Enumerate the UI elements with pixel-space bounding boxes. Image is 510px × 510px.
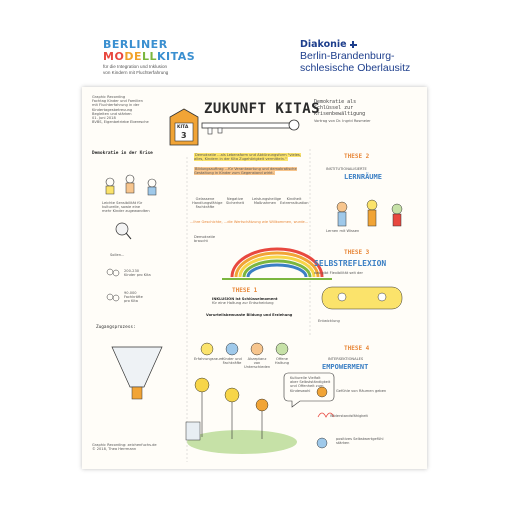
subtitle-line: Demokratie als — [314, 99, 357, 105]
rooms-line: 90.000 — [124, 291, 137, 295]
subtitle-line: Krisenbewältigung — [314, 111, 366, 117]
left-notes — [102, 201, 172, 214]
info-line: BVBS, Eigenbetriebe Eberesche — [92, 120, 149, 125]
these4-note: positives Selbstwertgefühl stärken — [336, 437, 384, 446]
these2-title: LERNRÄUME — [344, 173, 382, 181]
these3-figures-icon — [322, 287, 402, 309]
these3-title: SELBSTREFLEXION — [314, 259, 387, 268]
these1-icon-label: Erfahrungsraum — [194, 357, 224, 361]
credit — [92, 443, 182, 451]
these4-heading: THESE 4 — [344, 345, 370, 352]
left-note: Leichte Sensibilität für — [102, 201, 143, 205]
icon-label: Gelassene Handlungsfähige Fachkräfte — [192, 197, 223, 210]
orange-note: ...Ihre Geschichte, ...die Wertschätzung wie Willkommen, wurde... — [190, 220, 309, 224]
rainbow-label-line: braucht — [194, 239, 208, 244]
definition-text: Demokratie ...als Lebensform und Abkürzungsform "vieles, alles, Kindern in der Kita Zugehörigkeit vermitteln." — [194, 153, 301, 162]
logo-part-4: KITAS — [157, 50, 196, 63]
diakonie-logo — [300, 39, 460, 74]
icon-label: Kindheit Extremsituation — [280, 197, 309, 206]
definition-education — [194, 167, 306, 175]
info-line: Graphic Recording — [92, 95, 126, 99]
rainbow-label — [194, 235, 215, 243]
these1-note: Vorurteilsbewusste Bildung und Erziehung — [206, 313, 293, 317]
bubble-line: Kindeswohl — [290, 388, 311, 393]
definition-text: Bildungsauftrag ...für Verantwortung und demokratische Gestaltung in Kinder zum Gegenstand wirkt. — [194, 167, 297, 176]
diakonie-region-1: Berlin-Brandenburg- — [300, 50, 395, 62]
credit-line: © 2018, Thea Herrmann — [92, 447, 137, 452]
kita-sign-number: 3 — [181, 131, 187, 140]
info-block — [92, 95, 162, 124]
info-line: mit Fluchterfahrung in der — [92, 103, 140, 108]
bubble-line: aber Selbstständigkeit — [290, 380, 331, 385]
poster-subtitle — [314, 99, 414, 117]
these2-sub: INSTITUTIONALISIERTE — [326, 167, 367, 171]
rooms-line: Fachkräfte — [124, 295, 143, 300]
left-heading: Demokratie in der Krise — [92, 151, 153, 156]
these4-note: Widerstandsfähigkeit — [330, 414, 368, 418]
people-group-icon — [107, 269, 119, 301]
these1-icon-label: Akzeptanz von Unterschieden — [244, 357, 271, 370]
logo-subtitle-1: für die Integration und Inklusion — [103, 64, 168, 69]
info-line: Fachtag Kinder und Familien — [92, 99, 143, 104]
rooms-line: pro Kita — [124, 299, 138, 304]
info-line: Kindertagesbetreuung — [92, 107, 133, 112]
these4-title: EMPOWERMENT — [322, 363, 369, 371]
bubble-line: und Offenheit zum — [290, 384, 324, 389]
label-process: Zugangsprozess: — [96, 325, 136, 330]
berliner-modellkitas-logo — [103, 39, 233, 76]
left-note: kulturelle, sowie eine — [102, 205, 141, 210]
these4-note: Gefühle von Räumen geben — [336, 389, 387, 393]
logo-line-2 — [103, 51, 233, 63]
these3-sub: das gibt Flexibilität seit der — [314, 271, 363, 275]
these2-figures-icon — [337, 200, 402, 226]
rainbow-label-line: Demokratie — [194, 235, 216, 239]
magnifier-icon — [116, 223, 131, 239]
these4-sub: INTERSEKTIONALES — [328, 357, 364, 361]
definition-democracy — [194, 153, 306, 161]
left-figures-icon — [106, 175, 156, 195]
subtitle-line: Schlüssel zur — [314, 105, 354, 111]
credit-line: Graphic Recording: zeichenfuchs.de — [92, 443, 157, 447]
bubble-line: Kulturelle Vielfalt — [290, 376, 321, 380]
these1-body — [212, 297, 312, 305]
these1-body-line: für eine Haltung zur Entscheidung — [212, 301, 274, 306]
poster-title: ZUKUNFT KITAS — [204, 101, 321, 117]
label-numbers — [124, 269, 151, 277]
numbers-line: Kinder pro Kita — [124, 273, 151, 278]
logo-part-3: LL — [141, 50, 157, 63]
flowers-icon — [186, 378, 297, 454]
logo-line-1: BERLINER — [103, 38, 168, 51]
diakonie-brand-text: Diakonie — [300, 39, 347, 50]
kita-sign-label: KITA — [177, 125, 189, 130]
diakonie-region-2: schlesische Oberlausitz — [300, 62, 411, 74]
logo-subtitle-2: von Kindern mit Fluchterfahrung — [103, 70, 169, 76]
icon-label: Leistungsheilige Maßnahmen — [252, 197, 282, 206]
diakonie-cross-icon — [350, 41, 357, 48]
key-icon — [202, 120, 299, 134]
bubble-text — [290, 376, 332, 393]
label-rooms — [124, 291, 143, 304]
these1-icon-label: Kinder und Fachkräfte — [222, 357, 242, 366]
these3-heading: THESE 3 — [344, 249, 370, 256]
left-note: mehr Kinder zugewandten — [102, 209, 150, 214]
these1-icon-label: Offene Haltung — [274, 357, 290, 366]
diakonie-brand — [300, 39, 460, 50]
logo-part-2: DE — [124, 50, 142, 63]
numbers-line: 200-230 — [124, 269, 140, 273]
these2-heading: THESE 2 — [344, 153, 370, 160]
graphic-recording-poster — [82, 87, 427, 469]
poster-drawings — [82, 87, 427, 469]
funnel-icon — [112, 347, 162, 399]
info-line: Begleiten und stärken — [92, 111, 132, 116]
logo-part-1: MO — [103, 50, 125, 63]
speaker: Vortrag von Dr. Ingrid Rosmeier — [314, 119, 371, 123]
these3-bottom: Entwicklung — [318, 319, 340, 323]
icon-label: Negative Sicherheit — [225, 197, 245, 206]
these1-body-line: INKLUSION ist Schlüsselmoment — [212, 297, 278, 301]
these2-note: Lernen mit Wissen — [326, 229, 360, 233]
label-sollen: Sollen... — [110, 253, 125, 257]
info-line: 01. Juni 2018 — [92, 116, 116, 121]
these1-heading: THESE 1 — [232, 287, 258, 294]
these1-icons — [201, 343, 288, 355]
